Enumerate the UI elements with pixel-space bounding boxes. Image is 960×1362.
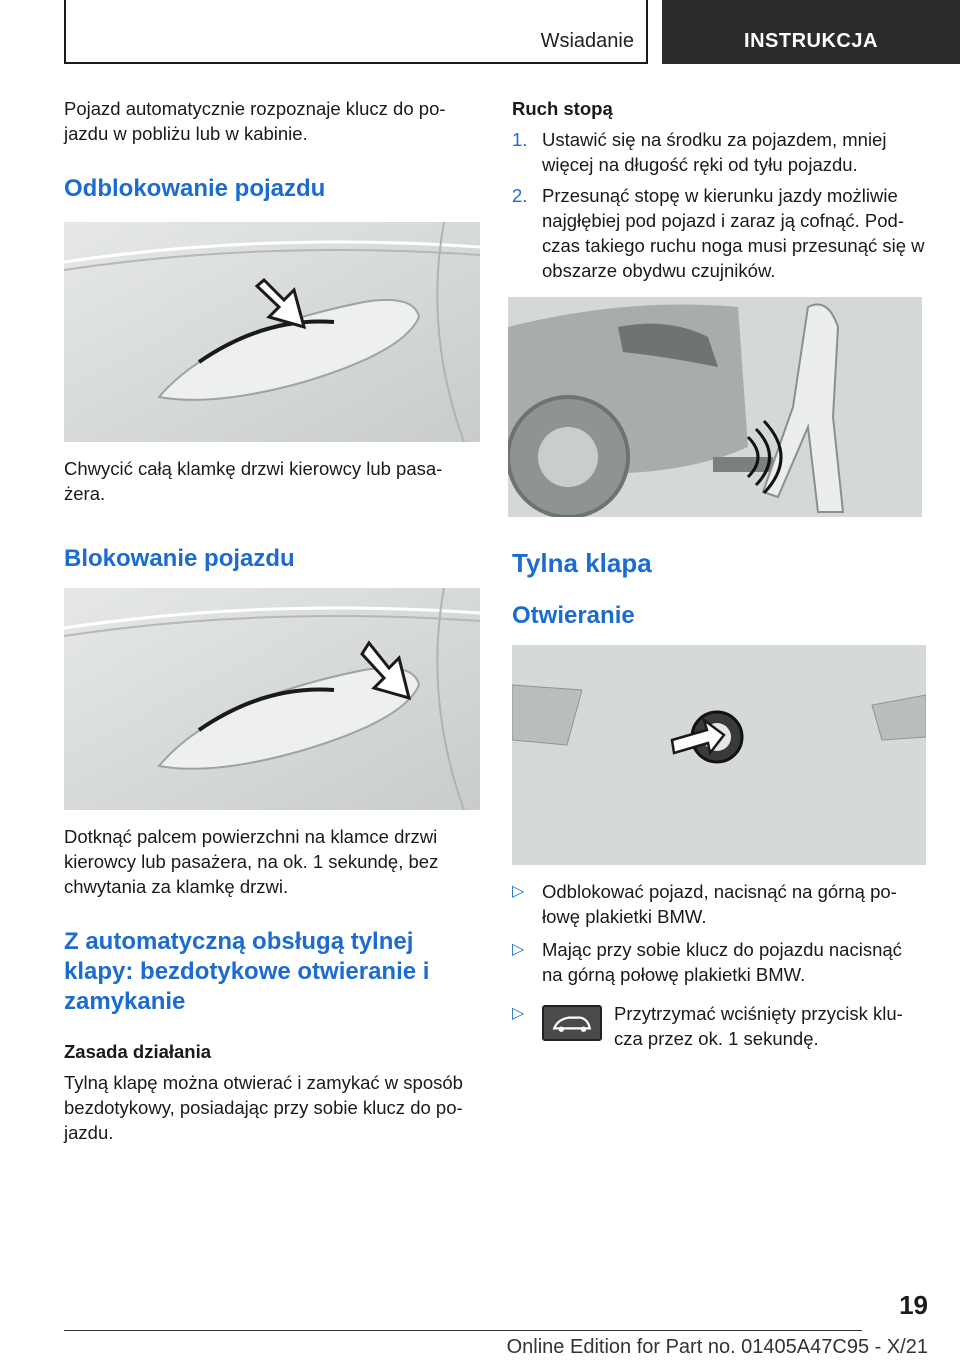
lock-text: Dotknąć palcem powierzchni na klamce drzwi kierowcy lub pasażera, na ok. 1 sekundę, bez chwytania za klamkę drzwi. xyxy=(64,826,439,897)
bullet-item xyxy=(512,879,926,929)
step-text: Przesunąć stopę w kierunku jazdy możliwie najgłębiej pod pojazd i zaraz ją cofnąć. Pod- czas takiego ruchu noga musi przesunąć się w obszarze obydwu czujników. xyxy=(542,185,925,281)
unlock-title: Odblokowanie pojazdu xyxy=(64,175,326,202)
auto-tailgate-title: Z automatyczną obsługą tylnej klapy: bezdotykowe otwieranie i zamykanie xyxy=(64,928,430,1015)
left-column xyxy=(64,96,480,1145)
step-item xyxy=(512,183,926,283)
opening-bullets xyxy=(512,879,926,1051)
intro-text: Pojazd automatycznie rozpoznaje klucz do po- jazdu w pobliżu lub w kabinie. xyxy=(64,98,446,144)
bullet-text: Odblokować pojazd, nacisnąć na górną po- łowę plakietki BMW. xyxy=(542,881,897,927)
step-number: 1. xyxy=(512,129,528,150)
bullet-marker: ▷ xyxy=(512,883,525,900)
foot-movement-title: Ruch stopą xyxy=(512,98,613,119)
header-section-title: Wsiadanie xyxy=(540,30,634,52)
bmw-badge-figure xyxy=(512,645,926,865)
tailgate-key-button-icon xyxy=(542,1005,602,1041)
footer-divider xyxy=(64,1330,862,1331)
header-section-box xyxy=(64,0,648,64)
principle-text: Tylną klapę można otwierać i zamykać w sposób bezdotykowy, posiadając przy sobie klucz do po- jazdu. xyxy=(64,1072,463,1143)
button-instruction xyxy=(542,1001,926,1051)
door-handle-unlock-figure xyxy=(64,222,480,442)
step-item xyxy=(512,127,926,177)
lock-title: Blokowanie pojazdu xyxy=(64,545,295,572)
footer-edition: Online Edition for Part no. 01405A47C95 - X/21 xyxy=(506,1336,928,1358)
button-instruction-text: Przytrzymać wciśnięty przycisk klu- cza przez ok. 1 sekundę. xyxy=(614,1003,903,1049)
opening-title: Otwieranie xyxy=(512,602,635,629)
door-handle-lock-figure xyxy=(64,588,480,810)
header-chapter-tab[interactable] xyxy=(662,0,960,64)
header-chapter-title: INSTRUKCJA xyxy=(744,30,878,52)
bullet-marker: ▷ xyxy=(512,1005,525,1022)
bullet-text: Mając przy sobie klucz do pojazdu nacisnąć na górną połowę plakietki BMW. xyxy=(542,939,902,985)
unlock-text: Chwycić całą klamkę drzwi kierowcy lub pasa- żera. xyxy=(64,458,443,504)
right-column xyxy=(512,96,926,1051)
bullet-item xyxy=(512,1001,926,1051)
foot-steps-list xyxy=(512,127,926,283)
bullet-item xyxy=(512,937,926,987)
step-text: Ustawić się na środku za pojazdem, mniej więcej na długość ręki od tyłu pojazdu. xyxy=(542,129,887,175)
bullet-marker: ▷ xyxy=(512,941,525,958)
foot-sensor-figure xyxy=(508,297,922,517)
tailgate-title: Tylna klapa xyxy=(512,548,652,578)
page-number: 19 xyxy=(899,1290,928,1320)
step-number: 2. xyxy=(512,185,528,206)
principle-title: Zasada działania xyxy=(64,1041,212,1062)
